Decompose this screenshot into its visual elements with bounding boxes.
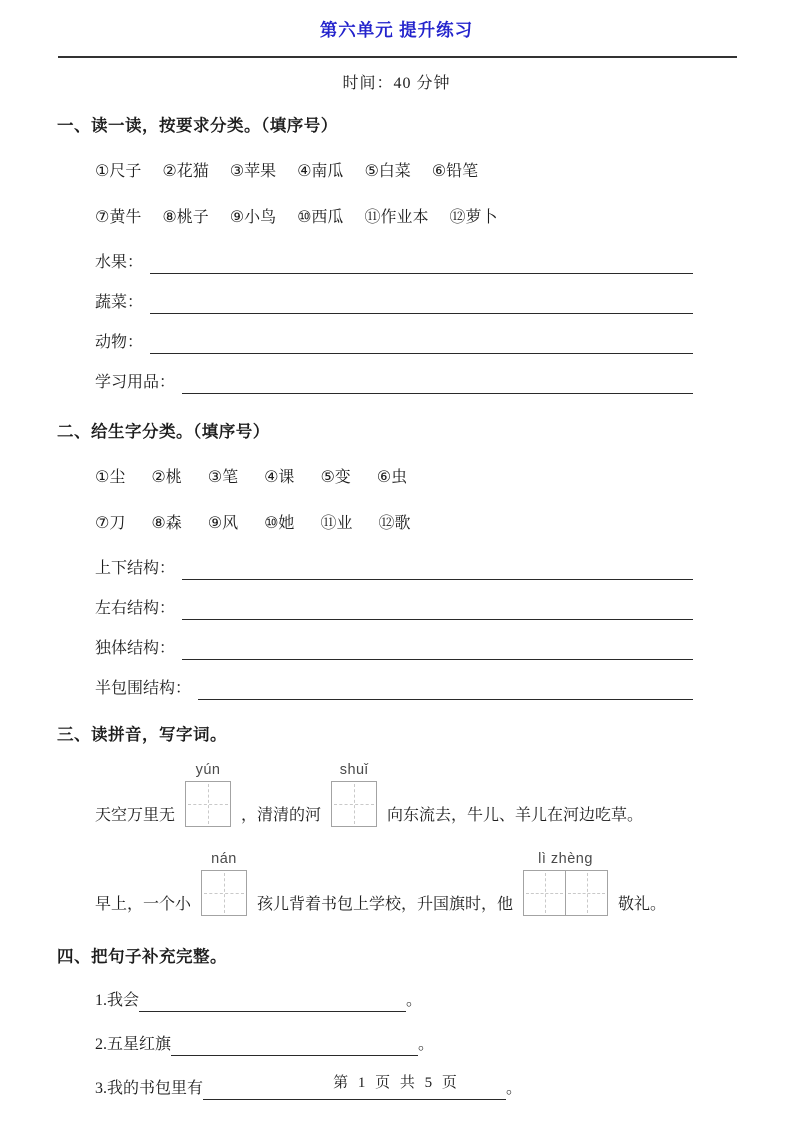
pinyin-sentence-2 [95,851,736,916]
section-2-items-row-2 [95,513,736,535]
page-footer: 第 1 页 共 5 页 [333,1075,460,1091]
answer-blank-line [182,599,693,620]
word-item: ③苹果 [229,163,277,180]
word-item: ⑤白菜 [364,163,411,180]
page-title: 第六单元 提升练习 [319,20,474,40]
char-item: ⑤变 [320,469,351,486]
pinyin-writing-box [201,851,247,916]
section-2-heading: 二、给生字分类。（填序号） [57,422,270,441]
section-4-heading: 四、把句子补充完整。 [57,947,227,966]
char-item: ②桃 [151,469,182,486]
pinyin-label: nán [211,851,237,867]
category-blank-row [95,292,693,314]
sentence-text: 早上，一个小 [95,896,192,913]
blank-label: 独体结构： [95,640,176,657]
sentence-blank-line [139,991,406,1012]
pinyin-sentence-1 [95,762,736,827]
structure-blank-row [95,558,693,580]
write-box-pair [523,870,608,916]
structure-blank-row [95,638,693,660]
word-item: ⑪作业本 [364,209,429,226]
sentence-text: ，清清的河 [241,807,322,824]
time-limit-label: 时间：40 分钟 [342,75,451,92]
write-box [523,870,566,916]
word-item: ⑧桃子 [162,209,209,226]
word-item: ②花猫 [162,163,209,180]
char-item: ④课 [264,469,295,486]
category-blank-row [95,252,693,274]
write-box [565,870,608,916]
pinyin-writing-box [523,851,608,916]
char-item: ①尘 [95,469,126,486]
blank-label: 动物： [95,334,144,351]
char-item: ⑥虫 [376,469,408,486]
section-2-items-row-1 [95,467,736,489]
word-item: ⑫萝卜 [449,209,498,226]
blank-label: 蔬菜： [95,294,144,311]
char-item: ⑧森 [151,515,182,532]
write-box [201,870,247,916]
section-1-items-row-2 [95,207,736,229]
blank-label: 上下结构： [95,560,176,577]
char-item: ⑦刀 [95,515,126,532]
sentence-row [95,990,736,1012]
category-blank-row [95,332,693,354]
sentence-row [95,1034,736,1056]
char-item: ⑩她 [264,515,295,532]
sentence-prefix: 1.我会 [95,992,140,1009]
category-blank-row [95,372,693,394]
word-item: ⑥铅笔 [431,163,479,180]
structure-blank-row [95,678,693,700]
blank-label: 左右结构： [95,600,176,617]
sentence-prefix: 2.五星红旗 [95,1036,172,1053]
pinyin-label: shuǐ [339,762,369,778]
sentence-period: 。 [406,992,423,1009]
pinyin-label: lì zhèng [538,851,593,867]
char-item: ③笔 [207,469,239,486]
answer-blank-line [182,639,693,660]
blank-label: 半包围结构： [95,680,192,697]
section-3-heading: 三、读拼音，写字词。 [57,725,227,744]
answer-blank-line [150,253,693,274]
sentence-text: 天空万里无 [95,807,176,824]
word-item: ⑦黄牛 [95,209,142,226]
sentence-text: 孩儿背着书包上学校，升国旗时，他 [257,896,514,913]
answer-blank-line [182,373,693,394]
page-content [0,115,793,1100]
sentence-blank-line [171,1035,418,1056]
word-item: ①尺子 [95,163,142,180]
char-item: ⑪业 [320,515,353,532]
blank-label: 学习用品： [95,374,176,391]
char-item: ⑨风 [207,515,239,532]
sentence-period: 。 [418,1036,435,1053]
word-item: ⑩西瓜 [297,209,344,226]
pinyin-writing-box [331,762,377,827]
answer-blank-line [182,559,693,580]
write-box [331,781,377,827]
answer-blank-line [150,293,693,314]
sentence-text: 向东流去，牛儿、羊儿在河边吃草。 [387,807,644,824]
char-item: ⑫歌 [378,515,411,532]
pinyin-writing-box [185,762,231,827]
word-item: ④南瓜 [297,163,344,180]
section-1-heading: 一、读一读，按要求分类。（填序号） [57,116,338,135]
blank-label: 水果： [95,254,144,271]
sentence-text: 敬礼。 [618,896,667,913]
answer-blank-line [198,679,693,700]
pinyin-label: yún [195,762,221,778]
write-box [185,781,231,827]
structure-blank-row [95,598,693,620]
answer-blank-line [150,333,693,354]
sentence-prefix: 3.我的书包里有 [95,1080,204,1097]
word-item: ⑨小鸟 [229,209,277,226]
sentence-period: 。 [506,1080,523,1097]
section-1-items-row-1 [95,161,736,183]
header-rule [58,56,737,58]
